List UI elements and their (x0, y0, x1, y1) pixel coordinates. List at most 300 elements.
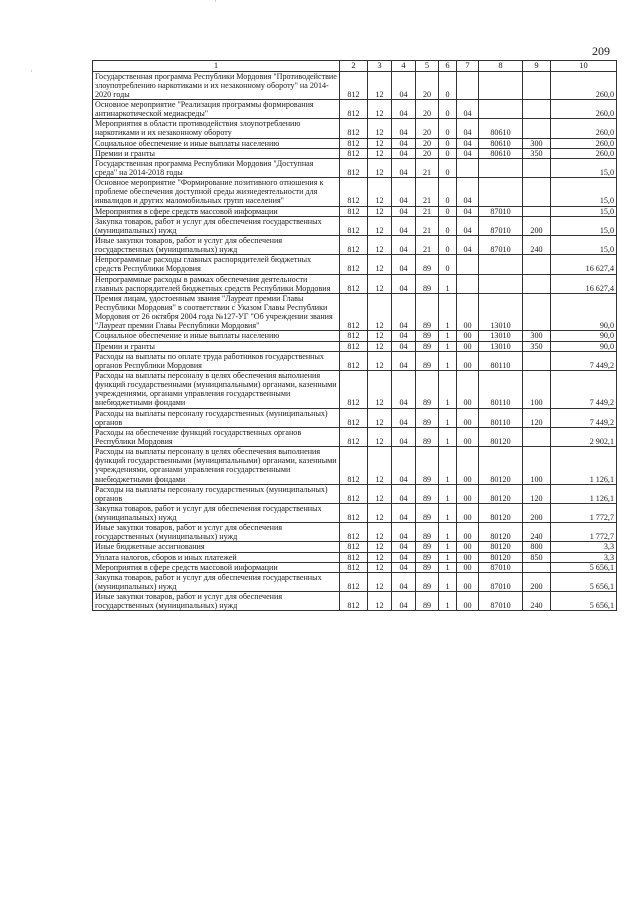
header-col-9: 9 (523, 61, 551, 72)
expense-type-code-cell (523, 206, 551, 216)
subprogram-code-cell: 1 (439, 523, 457, 542)
expense-type-code-cell (523, 427, 551, 446)
event-code-cell: 04 (457, 216, 479, 235)
program-code-cell: 89 (416, 427, 439, 446)
event-code-cell: 04 (457, 138, 479, 148)
expense-type-code-cell: 240 (523, 235, 551, 254)
table-row (93, 216, 617, 235)
table-row (93, 341, 617, 351)
table-row (93, 148, 617, 158)
expense-name-cell: Премии и гранты (93, 148, 340, 158)
amount-cell: 260,0 (551, 138, 617, 148)
header-col-5: 5 (416, 61, 439, 72)
amount-cell: 2 902,1 (551, 427, 617, 446)
subprogram-code-cell: 0 (439, 235, 457, 254)
expense-name-cell: Социальное обеспечение и иные выплаты населению (93, 331, 340, 341)
expense-type-code-cell: 350 (523, 148, 551, 158)
event-code-cell: 00 (457, 552, 479, 562)
expense-name-cell: Государственная программа Республики Мордовия "Противодействие злоупотреблению наркотиками и их незаконному обороту" на 2014-2020 годы (93, 71, 340, 99)
direction-code-cell: 80120 (479, 503, 523, 522)
program-code-cell: 20 (416, 138, 439, 148)
ministry-code-cell: 812 (340, 351, 368, 370)
ministry-code-cell: 812 (340, 235, 368, 254)
ministry-code-cell: 812 (340, 572, 368, 591)
subsection-code-cell: 04 (392, 235, 416, 254)
subprogram-code-cell: 0 (439, 119, 457, 138)
section-code-cell: 12 (368, 71, 392, 99)
section-code-cell: 12 (368, 235, 392, 254)
subprogram-code-cell: 1 (439, 370, 457, 408)
amount-cell: 7 449,2 (551, 370, 617, 408)
section-code-cell: 12 (368, 255, 392, 274)
expense-name-cell: Расходы на выплаты по оплате труда работников государственных органов Республики Мордовия (93, 351, 340, 370)
section-code-cell: 12 (368, 274, 392, 293)
table-row (93, 178, 617, 206)
expense-type-code-cell (523, 178, 551, 206)
direction-code-cell: 13010 (479, 293, 523, 331)
table-row (93, 542, 617, 552)
direction-code-cell: 80120 (479, 542, 523, 552)
section-code-cell: 12 (368, 293, 392, 331)
subprogram-code-cell: 0 (439, 255, 457, 274)
amount-cell: 16 627,4 (551, 274, 617, 293)
program-code-cell: 89 (416, 523, 439, 542)
direction-code-cell: 87010 (479, 562, 523, 572)
event-code-cell: 00 (457, 331, 479, 341)
ministry-code-cell: 812 (340, 331, 368, 341)
amount-cell: 15,0 (551, 158, 617, 177)
program-code-cell: 89 (416, 274, 439, 293)
expense-type-code-cell (523, 71, 551, 99)
expense-type-code-cell (523, 100, 551, 119)
expense-type-code-cell: 100 (523, 447, 551, 485)
subsection-code-cell: 04 (392, 447, 416, 485)
header-col-10: 10 (551, 61, 617, 72)
expense-name-cell: Расходы на выплаты персоналу в целях обеспечения выполнения функций государственными (муниципальными) органами, казенными учреждениями, органами управления государственными внебюджетными фондами (93, 370, 340, 408)
subprogram-code-cell: 0 (439, 178, 457, 206)
table-row (93, 71, 617, 99)
subsection-code-cell: 04 (392, 552, 416, 562)
subsection-code-cell: 04 (392, 138, 416, 148)
section-code-cell: 12 (368, 562, 392, 572)
direction-code-cell (479, 178, 523, 206)
subsection-code-cell: 04 (392, 178, 416, 206)
section-code-cell: 12 (368, 523, 392, 542)
direction-code-cell: 13010 (479, 341, 523, 351)
section-code-cell: 12 (368, 178, 392, 206)
subsection-code-cell: 04 (392, 427, 416, 446)
header-col-1: 1 (93, 61, 340, 72)
expense-type-code-cell: 300 (523, 138, 551, 148)
table-row (93, 100, 617, 119)
amount-cell: 90,0 (551, 331, 617, 341)
ministry-code-cell: 812 (340, 427, 368, 446)
subsection-code-cell: 04 (392, 274, 416, 293)
direction-code-cell: 80120 (479, 484, 523, 503)
event-code-cell: 00 (457, 562, 479, 572)
subsection-code-cell: 04 (392, 255, 416, 274)
subprogram-code-cell: 1 (439, 484, 457, 503)
direction-code-cell: 80110 (479, 351, 523, 370)
subprogram-code-cell: 1 (439, 447, 457, 485)
table-row (93, 351, 617, 370)
expense-name-cell: Расходы на обеспечение функций государственных органов Республики Мордовия (93, 427, 340, 446)
amount-cell: 15,0 (551, 178, 617, 206)
expense-type-code-cell (523, 562, 551, 572)
amount-cell: 5 656,1 (551, 562, 617, 572)
ministry-code-cell: 812 (340, 523, 368, 542)
subprogram-code-cell: 0 (439, 71, 457, 99)
section-code-cell: 12 (368, 592, 392, 611)
expense-name-cell: Премии и гранты (93, 341, 340, 351)
section-code-cell: 12 (368, 148, 392, 158)
event-code-cell (457, 71, 479, 99)
amount-cell: 3,3 (551, 542, 617, 552)
subsection-code-cell: 04 (392, 542, 416, 552)
table-row (93, 158, 617, 177)
expense-type-code-cell (523, 158, 551, 177)
table-row (93, 552, 617, 562)
table-row (93, 138, 617, 148)
direction-code-cell: 80610 (479, 148, 523, 158)
direction-code-cell (479, 255, 523, 274)
program-code-cell: 21 (416, 216, 439, 235)
amount-cell: 1 126,1 (551, 447, 617, 485)
event-code-cell: 04 (457, 119, 479, 138)
subsection-code-cell: 04 (392, 119, 416, 138)
section-code-cell: 12 (368, 158, 392, 177)
expense-type-code-cell: 800 (523, 542, 551, 552)
scan-mark-top: · (214, 0, 217, 6)
section-code-cell: 12 (368, 351, 392, 370)
table-row (93, 293, 617, 331)
expense-type-code-cell: 240 (523, 592, 551, 611)
direction-code-cell: 87010 (479, 216, 523, 235)
amount-cell: 260,0 (551, 119, 617, 138)
direction-code-cell: 87010 (479, 592, 523, 611)
expense-type-code-cell: 120 (523, 408, 551, 427)
table-row (93, 592, 617, 611)
expense-type-code-cell: 300 (523, 331, 551, 341)
subprogram-code-cell: 1 (439, 552, 457, 562)
subsection-code-cell: 04 (392, 148, 416, 158)
header-col-6: 6 (439, 61, 457, 72)
ministry-code-cell: 812 (340, 158, 368, 177)
budget-table (92, 60, 617, 611)
amount-cell: 1 126,1 (551, 484, 617, 503)
subprogram-code-cell: 0 (439, 100, 457, 119)
expense-name-cell: Иные закупки товаров, работ и услуг для обеспечения государственных (муниципальных) нужд (93, 523, 340, 542)
expense-name-cell: Основное мероприятие "Формирование позитивного отношения к проблеме обеспечения доступной среды жизнедеятельности для инвалидов и других маломобильных групп населения" (93, 178, 340, 206)
expense-name-cell: Иные бюджетные ассигнования (93, 542, 340, 552)
direction-code-cell: 80110 (479, 408, 523, 427)
subsection-code-cell: 04 (392, 592, 416, 611)
event-code-cell: 00 (457, 503, 479, 522)
expense-type-code-cell: 350 (523, 341, 551, 351)
event-code-cell: 00 (457, 447, 479, 485)
amount-cell: 15,0 (551, 206, 617, 216)
subsection-code-cell: 04 (392, 158, 416, 177)
program-code-cell: 21 (416, 235, 439, 254)
subsection-code-cell: 04 (392, 572, 416, 591)
section-code-cell: 12 (368, 100, 392, 119)
direction-code-cell: 80610 (479, 138, 523, 148)
subsection-code-cell: 04 (392, 484, 416, 503)
subsection-code-cell: 04 (392, 331, 416, 341)
expense-type-code-cell: 100 (523, 370, 551, 408)
ministry-code-cell: 812 (340, 274, 368, 293)
amount-cell: 5 656,1 (551, 572, 617, 591)
ministry-code-cell: 812 (340, 484, 368, 503)
subprogram-code-cell: 1 (439, 427, 457, 446)
program-code-cell: 89 (416, 562, 439, 572)
ministry-code-cell: 812 (340, 178, 368, 206)
table-row (93, 503, 617, 522)
expense-name-cell: Социальное обеспечение и иные выплаты населению (93, 138, 340, 148)
amount-cell: 5 656,1 (551, 592, 617, 611)
table-row (93, 331, 617, 341)
ministry-code-cell: 812 (340, 542, 368, 552)
program-code-cell: 20 (416, 119, 439, 138)
expense-name-cell: Уплата налогов, сборов и иных платежей (93, 552, 340, 562)
direction-code-cell (479, 100, 523, 119)
program-code-cell: 89 (416, 255, 439, 274)
direction-code-cell: 80610 (479, 119, 523, 138)
event-code-cell: 00 (457, 408, 479, 427)
ministry-code-cell: 812 (340, 138, 368, 148)
ministry-code-cell: 812 (340, 552, 368, 562)
subprogram-code-cell: 1 (439, 572, 457, 591)
ministry-code-cell: 812 (340, 293, 368, 331)
subsection-code-cell: 04 (392, 562, 416, 572)
program-code-cell: 89 (416, 503, 439, 522)
subprogram-code-cell: 1 (439, 542, 457, 552)
scan-mark-left: · (30, 66, 33, 76)
section-code-cell: 12 (368, 138, 392, 148)
event-code-cell: 04 (457, 235, 479, 254)
section-code-cell: 12 (368, 408, 392, 427)
expense-type-code-cell: 240 (523, 523, 551, 542)
subprogram-code-cell: 1 (439, 331, 457, 341)
expense-name-cell: Мероприятия в сфере средств массовой информации (93, 206, 340, 216)
direction-code-cell: 80120 (479, 427, 523, 446)
subsection-code-cell: 04 (392, 293, 416, 331)
subsection-code-cell: 04 (392, 370, 416, 408)
event-code-cell: 00 (457, 293, 479, 331)
amount-cell: 90,0 (551, 341, 617, 351)
direction-code-cell: 80120 (479, 552, 523, 562)
section-code-cell: 12 (368, 370, 392, 408)
program-code-cell: 89 (416, 552, 439, 562)
program-code-cell: 89 (416, 341, 439, 351)
ministry-code-cell: 812 (340, 447, 368, 485)
program-code-cell: 89 (416, 592, 439, 611)
amount-cell: 7 449,2 (551, 351, 617, 370)
subsection-code-cell: 04 (392, 503, 416, 522)
program-code-cell: 21 (416, 206, 439, 216)
header-row (93, 61, 617, 72)
amount-cell: 1 772,7 (551, 523, 617, 542)
expense-name-cell: Расходы на выплаты персоналу государственных (муниципальных) органов (93, 484, 340, 503)
header-col-8: 8 (479, 61, 523, 72)
amount-cell: 90,0 (551, 293, 617, 331)
event-code-cell: 04 (457, 178, 479, 206)
expense-name-cell: Государственная программа Республики Мордовия "Доступная среда" на 2014-2018 годы (93, 158, 340, 177)
expense-name-cell: Расходы на выплаты персоналу государственных (муниципальных) органов (93, 408, 340, 427)
amount-cell: 1 772,7 (551, 503, 617, 522)
subprogram-code-cell: 1 (439, 293, 457, 331)
event-code-cell (457, 274, 479, 293)
program-code-cell: 89 (416, 351, 439, 370)
header-col-4: 4 (392, 61, 416, 72)
ministry-code-cell: 812 (340, 71, 368, 99)
event-code-cell: 00 (457, 341, 479, 351)
program-code-cell: 21 (416, 178, 439, 206)
expense-type-code-cell (523, 119, 551, 138)
event-code-cell: 00 (457, 484, 479, 503)
amount-cell: 7 449,2 (551, 408, 617, 427)
section-code-cell: 12 (368, 216, 392, 235)
section-code-cell: 12 (368, 503, 392, 522)
direction-code-cell (479, 274, 523, 293)
expense-name-cell: Закупка товаров, работ и услуг для обеспечения государственных (муниципальных) нужд (93, 216, 340, 235)
header-col-3: 3 (368, 61, 392, 72)
amount-cell: 3,3 (551, 552, 617, 562)
direction-code-cell: 87010 (479, 206, 523, 216)
section-code-cell: 12 (368, 331, 392, 341)
ministry-code-cell: 812 (340, 206, 368, 216)
table-row (93, 206, 617, 216)
event-code-cell (457, 158, 479, 177)
subprogram-code-cell: 1 (439, 592, 457, 611)
expense-type-code-cell: 120 (523, 484, 551, 503)
expense-type-code-cell: 200 (523, 503, 551, 522)
direction-code-cell: 80110 (479, 370, 523, 408)
event-code-cell: 00 (457, 572, 479, 591)
subsection-code-cell: 04 (392, 100, 416, 119)
program-code-cell: 20 (416, 148, 439, 158)
program-code-cell: 89 (416, 572, 439, 591)
program-code-cell: 89 (416, 542, 439, 552)
section-code-cell: 12 (368, 542, 392, 552)
expense-type-code-cell: 200 (523, 216, 551, 235)
expense-name-cell: Непрограммные расходы в рамках обеспечения деятельности главных распорядителей бюджетных средств Республики Мордовия (93, 274, 340, 293)
ministry-code-cell: 812 (340, 148, 368, 158)
event-code-cell: 00 (457, 351, 479, 370)
table-row (93, 255, 617, 274)
subsection-code-cell: 04 (392, 341, 416, 351)
subsection-code-cell: 04 (392, 351, 416, 370)
event-code-cell: 00 (457, 370, 479, 408)
amount-cell: 16 627,4 (551, 255, 617, 274)
program-code-cell: 89 (416, 408, 439, 427)
expense-type-code-cell (523, 351, 551, 370)
section-code-cell: 12 (368, 427, 392, 446)
section-code-cell: 12 (368, 341, 392, 351)
table-row (93, 235, 617, 254)
subprogram-code-cell: 1 (439, 562, 457, 572)
page-number: 209 (592, 44, 610, 58)
subsection-code-cell: 04 (392, 408, 416, 427)
expense-name-cell: Расходы на выплаты персоналу в целях обеспечения выполнения функций государственными (муниципальными) органами, казенными учреждениями, органами управления государственными внебюджетными фондами (93, 447, 340, 485)
direction-code-cell: 87010 (479, 572, 523, 591)
expense-name-cell: Непрограммные расходы главных распорядителей бюджетных средств Республики Мордовия (93, 255, 340, 274)
direction-code-cell: 87010 (479, 235, 523, 254)
ministry-code-cell: 812 (340, 503, 368, 522)
program-code-cell: 89 (416, 484, 439, 503)
amount-cell: 260,0 (551, 148, 617, 158)
event-code-cell (457, 255, 479, 274)
expense-name-cell: Мероприятия в сфере средств массовой информации (93, 562, 340, 572)
amount-cell: 15,0 (551, 216, 617, 235)
event-code-cell: 04 (457, 100, 479, 119)
event-code-cell: 04 (457, 206, 479, 216)
section-code-cell: 12 (368, 206, 392, 216)
amount-cell: 260,0 (551, 100, 617, 119)
table-row (93, 447, 617, 485)
table-row (93, 523, 617, 542)
expense-name-cell: Закупка товаров, работ и услуг для обеспечения государственных (муниципальных) нужд (93, 572, 340, 591)
event-code-cell: 04 (457, 148, 479, 158)
direction-code-cell: 80120 (479, 523, 523, 542)
amount-cell: 260,0 (551, 71, 617, 99)
subprogram-code-cell: 1 (439, 351, 457, 370)
table-row (93, 119, 617, 138)
expense-name-cell: Мероприятия в области противодействия злоупотреблению наркотиками и их незаконному обороту (93, 119, 340, 138)
program-code-cell: 21 (416, 158, 439, 177)
subprogram-code-cell: 0 (439, 138, 457, 148)
program-code-cell: 20 (416, 71, 439, 99)
program-code-cell: 89 (416, 370, 439, 408)
event-code-cell: 00 (457, 542, 479, 552)
section-code-cell: 12 (368, 447, 392, 485)
expense-name-cell: Закупка товаров, работ и услуг для обеспечения государственных (муниципальных) нужд (93, 503, 340, 522)
subsection-code-cell: 04 (392, 216, 416, 235)
expense-type-code-cell: 200 (523, 572, 551, 591)
ministry-code-cell: 812 (340, 370, 368, 408)
direction-code-cell: 80120 (479, 447, 523, 485)
ministry-code-cell: 812 (340, 216, 368, 235)
header-col-7: 7 (457, 61, 479, 72)
table-row (93, 484, 617, 503)
expense-name-cell: Основное мероприятие "Реализация программы формирования антинаркотической медиасреды" (93, 100, 340, 119)
expense-name-cell: Иные закупки товаров, работ и услуг для обеспечения государственных (муниципальных) нужд (93, 235, 340, 254)
section-code-cell: 12 (368, 484, 392, 503)
section-code-cell: 12 (368, 119, 392, 138)
expense-name-cell: Иные закупки товаров, работ и услуг для обеспечения государственных (муниципальных) нужд (93, 592, 340, 611)
ministry-code-cell: 812 (340, 592, 368, 611)
subprogram-code-cell: 0 (439, 148, 457, 158)
program-code-cell: 89 (416, 331, 439, 341)
event-code-cell: 00 (457, 427, 479, 446)
ministry-code-cell: 812 (340, 562, 368, 572)
subprogram-code-cell: 0 (439, 206, 457, 216)
subsection-code-cell: 04 (392, 523, 416, 542)
event-code-cell: 00 (457, 592, 479, 611)
subprogram-code-cell: 1 (439, 408, 457, 427)
table-row (93, 370, 617, 408)
table-body (93, 71, 617, 611)
subprogram-code-cell: 1 (439, 503, 457, 522)
ministry-code-cell: 812 (340, 255, 368, 274)
ministry-code-cell: 812 (340, 119, 368, 138)
expense-type-code-cell (523, 293, 551, 331)
table-row (93, 572, 617, 591)
expense-type-code-cell (523, 255, 551, 274)
subprogram-code-cell: 0 (439, 158, 457, 177)
table-row (93, 562, 617, 572)
table-row (93, 274, 617, 293)
